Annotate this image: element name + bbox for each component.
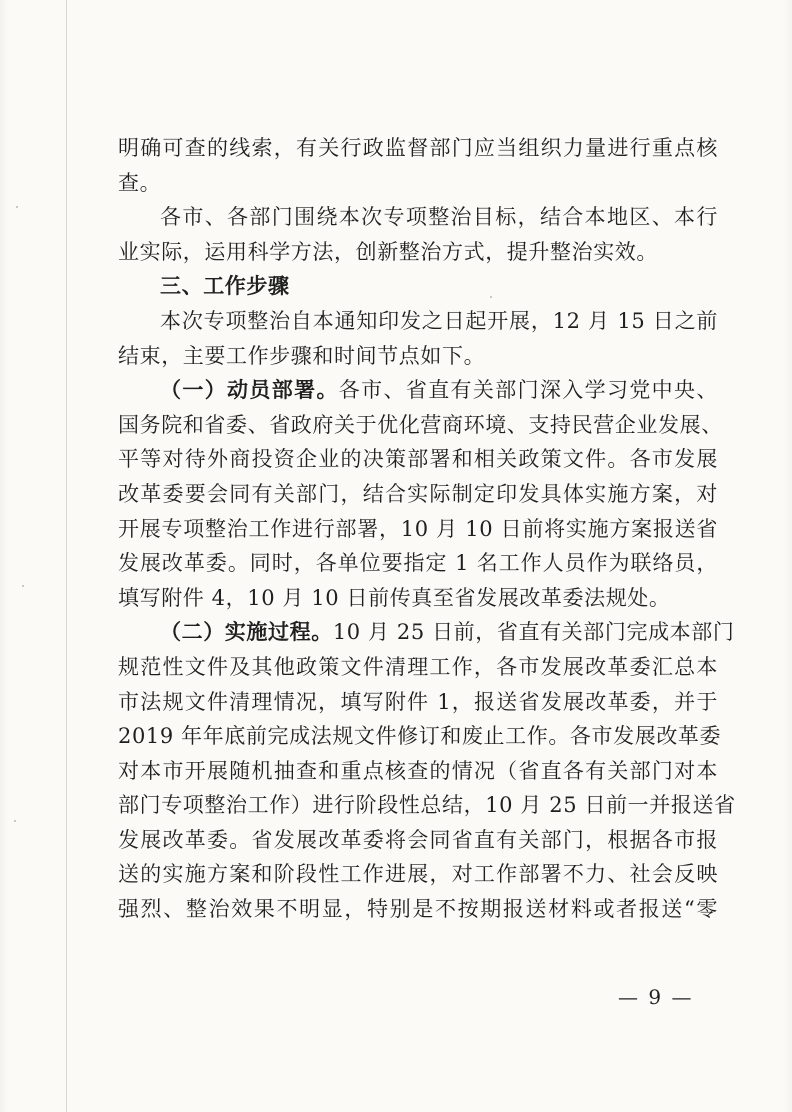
body-line: 强烈、整治效果不明显，特别是不按期报送材料或者报送“零 [118, 897, 718, 922]
body-line: 送的实施方案和阶段性工作进展，对工作部署不力、社会反映 [118, 862, 718, 887]
body-line: 结束，主要工作步骤和时间节点如下。 [118, 343, 486, 368]
body-line: 业实际，运用科学方法，创新整治方式，提升整治实效。 [118, 239, 658, 264]
body-line: 部门专项整治工作）进行阶段性总结，10 月 25 日前一并报送省 [118, 793, 736, 818]
body-line: 国务院和省委、省政府关于优化营商环境、支持民营企业发展、 [118, 412, 723, 437]
page-number: — 9 — [618, 985, 694, 1009]
body-line: 发展改革委。省发展改革委将会同省直有关部门，根据各市报 [118, 827, 718, 852]
body-line: 平等对待外商投资企业的决策部署和相关政策文件。各市发展 [118, 447, 718, 472]
body-line: 市法规文件清理情况，填写附件 1，报送省发展改革委，并于 [118, 689, 718, 714]
scan-speck [16, 206, 18, 208]
body-line: 各市、各部门围绕本次专项整治目标，结合本地区、本行 [160, 205, 718, 230]
body-line: 开展专项整治工作进行部署，10 月 10 日前将实施方案报送省 [118, 516, 718, 541]
body-line: 明确可查的线索，有关行政监督部门应当组织力量进行重点核 [118, 136, 718, 160]
scan-speck [14, 820, 16, 822]
body-line [118, 373, 718, 408]
body-line: 改革委要会同有关部门，结合实际制定印发具体实施方案，对 [118, 481, 718, 506]
subsection-heading: （一）动员部署。 [160, 378, 339, 403]
body-text: 10 月 25 日前，省直有关部门完成本部门 [332, 620, 735, 645]
body-line: 发展改革委。同时，各单位要指定 1 名工作人员作为联络员， [118, 551, 718, 576]
body-line: 填写附件 4，10 月 10 日前传真至省发展改革委法规处。 [118, 585, 671, 610]
body-line: 规范性文件及其他政策文件清理工作，各市发展改革委汇总本 [118, 654, 718, 679]
document-body [118, 131, 736, 927]
section-heading: 三、工作步骤 [160, 274, 290, 299]
subsection-heading: （二）实施过程。 [160, 620, 333, 645]
body-line: 2019 年年底前完成法规文件修订和废止工作。各市发展改革委 [118, 724, 722, 749]
body-line: 本次专项整治自本通知印发之日起开展，12 月 15 日之前 [160, 308, 718, 333]
scan-speck [22, 585, 24, 587]
scan-speck [490, 296, 492, 298]
body-line: 对本市开展随机抽查和重点核查的情况（省直各有关部门对本 [118, 758, 718, 783]
body-text: 各市、省直有关部门深入学习党中央、 [338, 378, 718, 403]
binding-edge-line [66, 0, 67, 1112]
body-line: 查。 [118, 170, 162, 195]
body-line [118, 615, 735, 650]
